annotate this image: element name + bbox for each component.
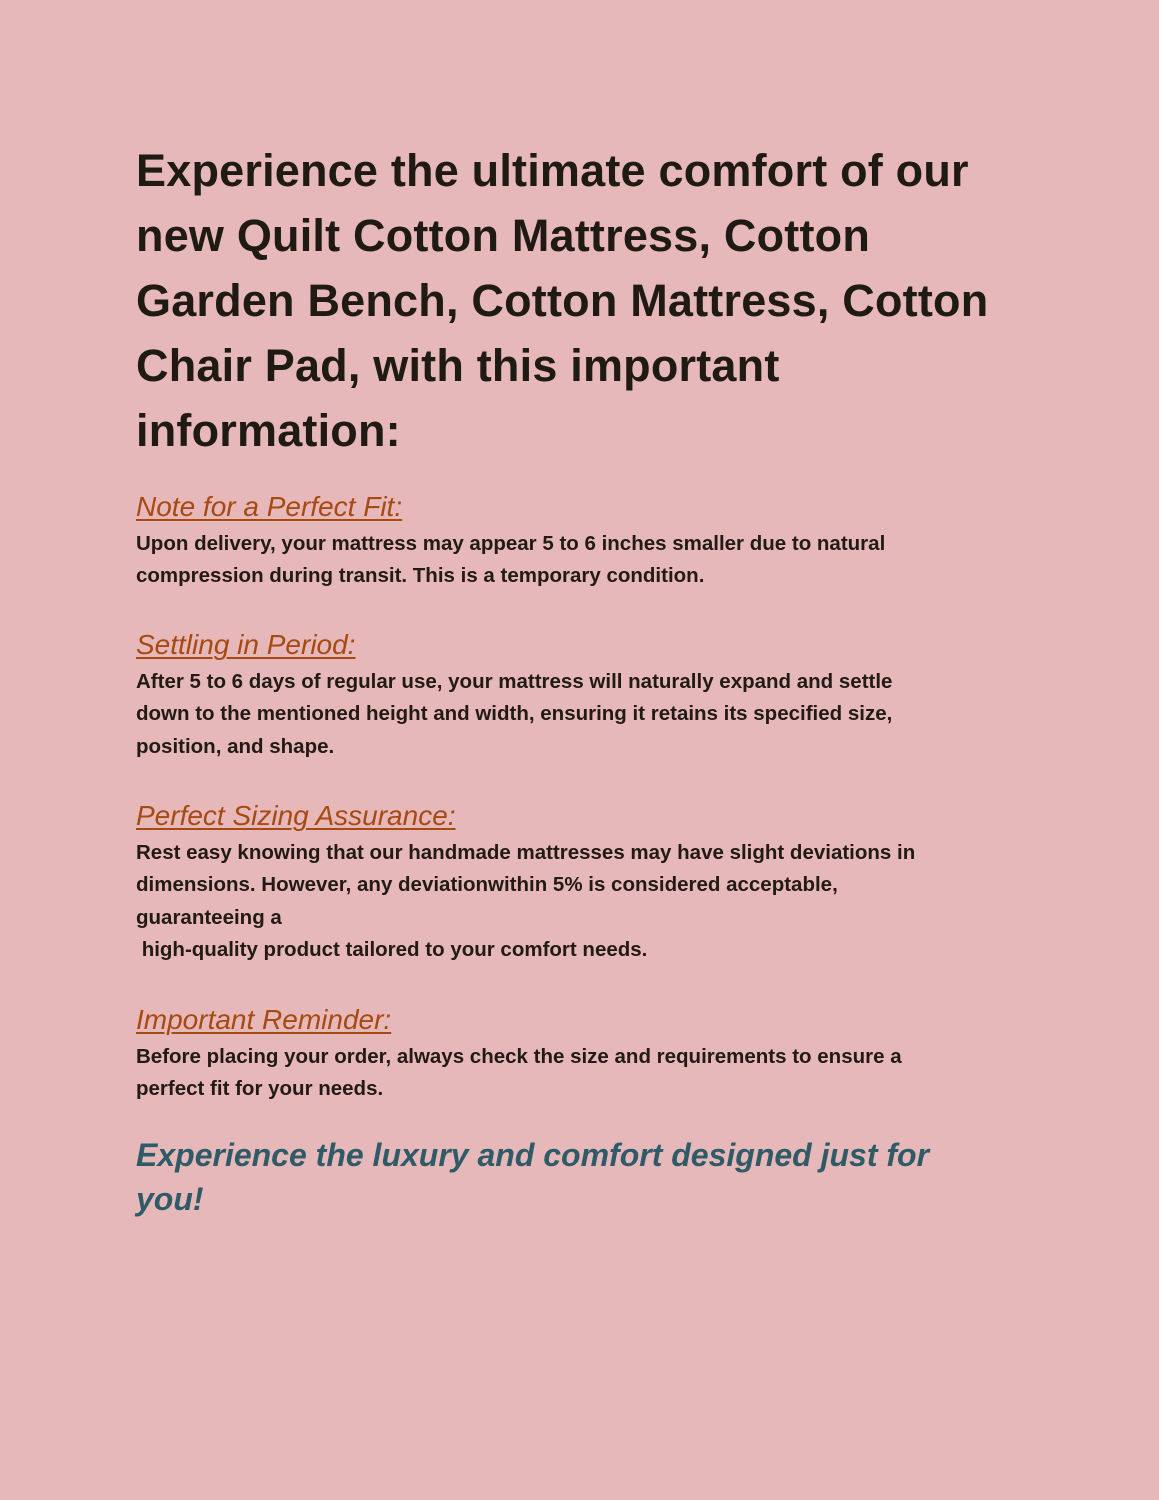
body-line: Before placing your order, always check the size and requirements to ensure a <box>136 1045 902 1068</box>
section-title: Settling in Period: <box>136 629 356 660</box>
section-title: Note for a Perfect Fit: <box>136 491 403 522</box>
section-body <box>136 528 1026 593</box>
body-line: high-quality product tailored to your comfort needs. <box>136 937 648 961</box>
section-title: Perfect Sizing Assurance: <box>136 800 456 831</box>
section-important-reminder <box>136 1003 1026 1106</box>
body-line: dimensions. However, any deviationwithin 5% is considered acceptable, <box>136 873 838 897</box>
closing-tagline <box>136 1133 929 1221</box>
body-line: down to the mentioned height and width, ensuring it retains its specified size, <box>136 702 893 726</box>
section-body <box>136 666 1026 763</box>
section-body <box>136 1041 1026 1106</box>
document-page <box>136 138 1026 1217</box>
main-heading <box>136 138 1026 463</box>
section-sizing-assurance <box>136 799 1026 966</box>
body-line: compression during transit. This is a temporary condition. <box>136 564 705 588</box>
heading-line: Garden Bench, Cotton Mattress, Cotton <box>136 275 989 326</box>
body-line: Rest easy knowing that our handmade mattresses may have slight deviations in <box>136 841 916 864</box>
heading-line: information: <box>136 405 401 456</box>
heading-line: Chair Pad, with this important <box>136 340 780 391</box>
section-body <box>136 837 1026 966</box>
section-perfect-fit <box>136 490 1026 593</box>
body-line: guaranteeing a <box>136 905 282 929</box>
heading-line: new Quilt Cotton Mattress, Cotton <box>136 210 871 261</box>
body-line: position, and shape. <box>136 734 335 758</box>
body-line: After 5 to 6 days of regular use, your mattress will naturally expand and settle <box>136 670 893 693</box>
closing-line: Experience the luxury and comfort designed just for <box>136 1137 930 1173</box>
closing-line: you! <box>136 1181 204 1217</box>
body-line: perfect fit for your needs. <box>136 1077 384 1101</box>
section-settling-period <box>136 628 1026 763</box>
heading-line: Experience the ultimate comfort of our <box>136 145 969 196</box>
body-line: Upon delivery, your mattress may appear 5 to 6 inches smaller due to natural <box>136 532 886 555</box>
section-title: Important Reminder: <box>136 1004 392 1035</box>
